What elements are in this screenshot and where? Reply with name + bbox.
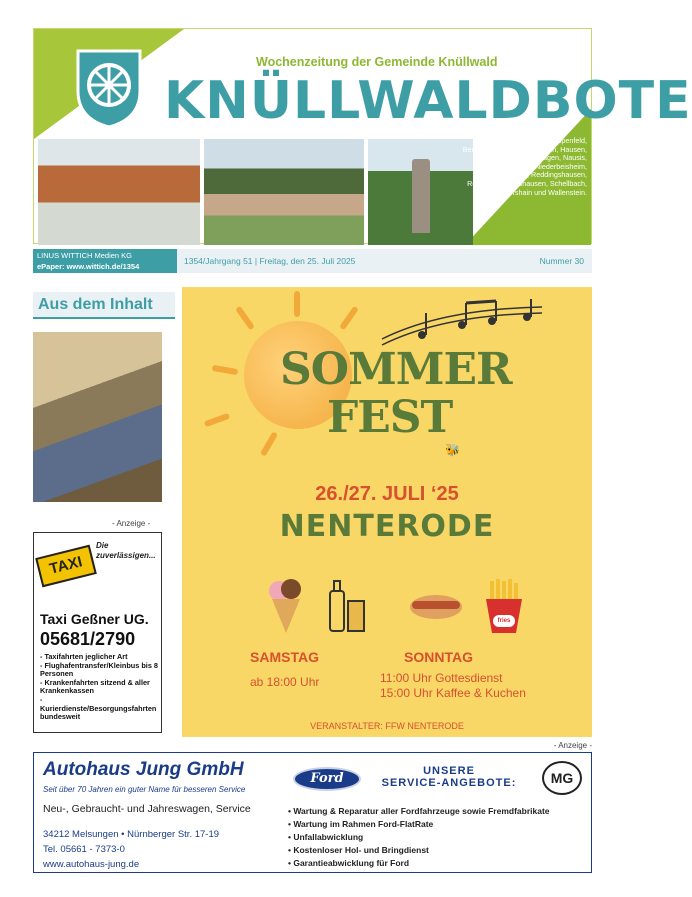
dealer-website[interactable]: www.autohaus-jung.de [43, 859, 140, 870]
list-item: - Flughafentransfer/Kleinbus bis 8 Personen [40, 660, 158, 679]
service-offers-heading [374, 765, 524, 789]
issue-number: Nummer 30 [539, 256, 584, 266]
taxi-services [40, 653, 158, 722]
sun-ray [294, 291, 300, 317]
publisher-name: LINUS WITTICH Medien KG [37, 251, 133, 260]
dealer-address: 34212 Melsungen • Nürnberger Str. 17-19 [43, 829, 220, 840]
sunday-label: SONNTAG [404, 649, 473, 665]
list-item: - Taxifahrten jeglicher Art [40, 652, 128, 661]
festival-title-line2: FEST [327, 392, 453, 443]
summer-festival-poster [182, 287, 592, 737]
list-item: - Krankenfahrten sitzend & aller Krankenkassen [40, 677, 150, 696]
dealer-name: Autohaus Jung GmbH [43, 759, 244, 780]
list-item: - Kurierdienste/Besorgungsfahrten bundesweit [40, 694, 157, 722]
photo-village-view [204, 139, 364, 245]
service-offers-list [288, 805, 550, 870]
issue-date: 1354/Jahrgang 51 | Freitag, den 25. Juli 2025 [184, 256, 356, 266]
sun-ray [339, 306, 359, 331]
list-item: • Wartung im Rahmen Ford-FlatRate [288, 818, 550, 831]
taxi-sign-icon: TAXI [35, 545, 97, 588]
hot-dog-icon [408, 577, 464, 633]
festival-date: 26./27. JULI ‘25 [315, 483, 459, 505]
list-item: • Wartung & Reparatur aller Fordfahrzeuge sowie Fremdfabrikate [288, 805, 550, 818]
dealer-phone: Tel. 05661 - 7373-0 [43, 844, 125, 855]
masthead [33, 28, 692, 244]
offers-heading-line1: UNSERE [423, 765, 475, 777]
taxi-company-name: Taxi Geßner UG. [40, 611, 149, 627]
list-item: • Garantieabwicklung für Ford [288, 857, 550, 870]
sun-ray [212, 365, 239, 375]
music-notes-icon [382, 299, 542, 349]
drinks-icon [324, 577, 368, 633]
newspaper-tagline: Wochenzeitung der Gemeinde Knüllwald [256, 55, 498, 69]
sun-ray [235, 306, 255, 331]
list-item: • Unfallabwicklung [288, 831, 550, 844]
list-item: • Kostenloser Hol- und Bringdienst [288, 844, 550, 857]
sun-ray [204, 413, 230, 428]
festival-title-line1: SOMMER [280, 344, 512, 395]
districts-list: mit den Ortsteilen Appenfeld, Berndshausen, Blingshausen, Hausen, Hergetsfeld, Lichtenhagen, Nausis, Nenterode, Niederbeisheim, Oberbeisheim, Reddingshausen, Remsfeld, Rengshausen, Schellbach, Völkershain und Wallenstein. [462, 136, 587, 197]
taxi-tagline: Die zuverlässigen... [96, 541, 156, 560]
taxi-advertisement[interactable] [33, 532, 162, 733]
saturday-label: SAMSTAG [250, 649, 319, 665]
festival-organizer: VERANSTALTER: FFW NENTERODE [310, 721, 464, 731]
offers-heading-line2: SERVICE-ANGEBOTE: [381, 777, 517, 789]
taxi-phone: 05681/2790 [40, 629, 136, 649]
ice-cream-icon [264, 577, 308, 633]
sun-ray [260, 431, 278, 457]
sunday-program-2: 15:00 Uhr Kaffee & Kuchen [380, 686, 526, 700]
festival-location: NENTERODE [279, 509, 495, 544]
contents-heading: Aus dem Inhalt [33, 292, 175, 319]
issue-info-bar [33, 249, 592, 273]
newspaper-title: KNÜLLWALDBOTE [164, 71, 692, 131]
epaper-link[interactable]: ePaper: www.wittich.de/1354 [37, 262, 140, 271]
ad-label: - Anzeige - [553, 741, 592, 750]
dealer-services: Neu-, Gebraucht- und Jahreswagen, Service [43, 803, 251, 815]
mg-logo-icon: MG [542, 761, 582, 795]
photo-people-at-tables [33, 332, 162, 502]
ford-logo-icon: Ford [293, 767, 361, 791]
dealer-slogan: Seit über 70 Jahren ein guter Name für besseren Service [43, 785, 246, 794]
publisher-box [33, 249, 177, 273]
autohaus-advertisement[interactable] [33, 752, 592, 873]
saturday-time: ab 18:00 Uhr [250, 675, 320, 689]
dealer-contact [43, 827, 219, 872]
ad-label: - Anzeige - [112, 519, 151, 528]
photo-castle-tower [368, 139, 473, 245]
sunday-program-1: 11:00 Uhr Gottesdienst [380, 671, 503, 685]
fries-label: fries [493, 615, 515, 627]
photo-town-hall [38, 139, 200, 245]
coat-of-arms-icon [74, 47, 144, 129]
tower-shape [412, 159, 430, 233]
bee-icon: 🐝 [445, 443, 460, 457]
